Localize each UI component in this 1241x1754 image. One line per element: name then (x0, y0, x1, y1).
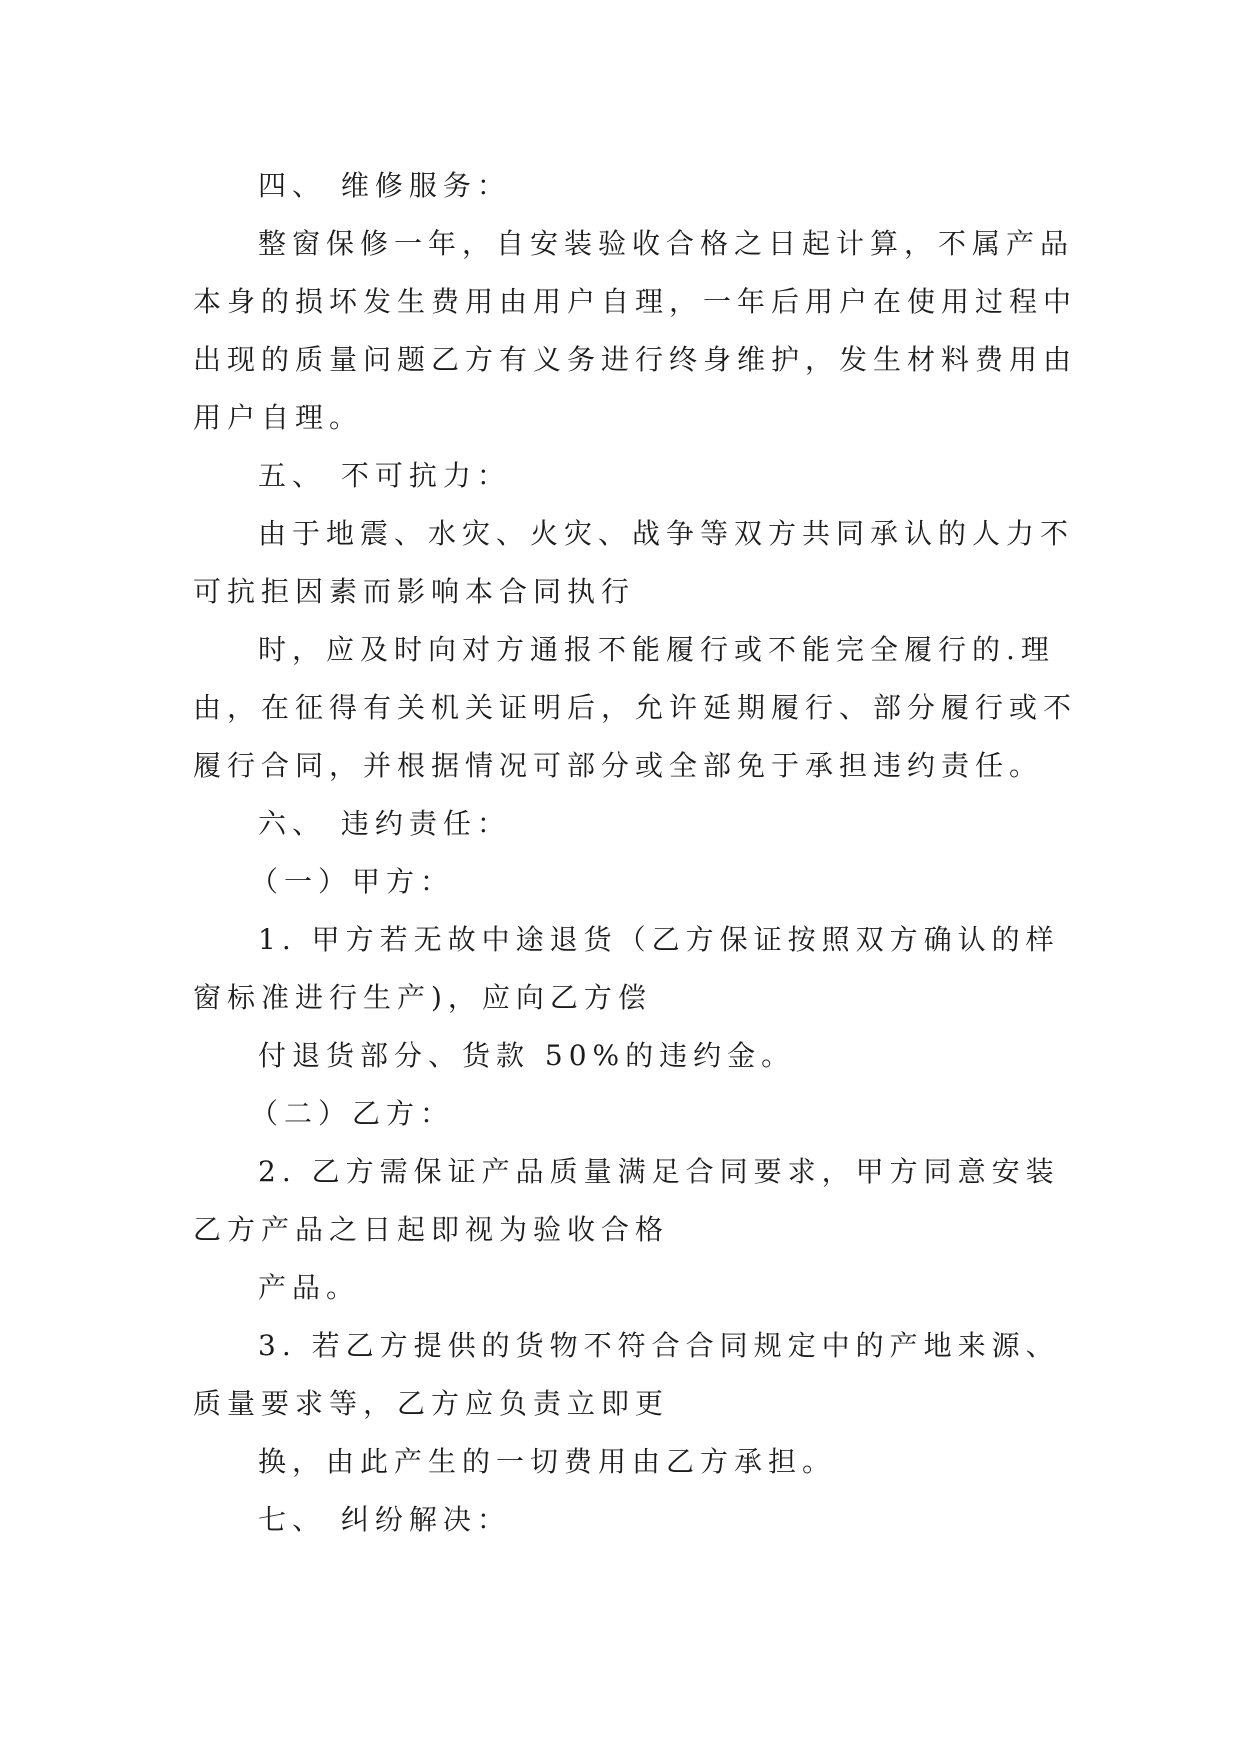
paragraph-line: 2. 乙方需保证产品质量满足合同要求，甲方同意安装 (258, 1155, 1060, 1188)
paragraph-line: 乙方产品之日起即视为验收合格 (193, 1213, 670, 1246)
section-heading-dispute: 七、 纠纷解决： (258, 1503, 511, 1536)
paragraph-line: 换，由此产生的一切费用由乙方承担。 (258, 1445, 837, 1478)
subsection-heading-party-a: （一）甲方： (250, 865, 455, 898)
section-heading-maintenance: 四、 维修服务： (258, 169, 511, 202)
paragraph-line: 时，应及时向对方通报不能履行或不能完全履行的.理 (258, 633, 1055, 666)
paragraph-line: 产品。 (258, 1271, 361, 1304)
paragraph-line: 出现的质量问题乙方有义务进行终身维护，发生材料费用由 (193, 343, 1078, 376)
paragraph-line: 履行合同，并根据情况可部分或全部免于承担违约责任。 (193, 749, 1044, 782)
paragraph-line: 窗标准进行生产)，应向乙方偿 (193, 981, 652, 1014)
paragraph-line: 由，在征得有关机关证明后，允许延期履行、部分履行或不 (193, 691, 1078, 724)
paragraph-line: 由于地震、水灾、火灾、战争等双方共同承认的人力不 (258, 517, 1075, 550)
paragraph-line: 可抗拒因素而影响本合同执行 (193, 575, 636, 608)
paragraph-line: 整窗保修一年，自安装验收合格之日起计算，不属产品 (258, 227, 1075, 260)
paragraph-line: 1. 甲方若无故中途退货（乙方保证按照双方确认的样 (258, 923, 1060, 956)
section-heading-force-majeure: 五、 不可抗力： (258, 459, 511, 492)
paragraph-line: 付退货部分、货款 50%的违约金。 (258, 1039, 796, 1072)
subsection-heading-party-b: （二）乙方： (250, 1097, 455, 1130)
paragraph-line: 用户自理。 (193, 401, 364, 434)
section-heading-liability: 六、 违约责任： (258, 807, 511, 840)
paragraph-line: 3. 若乙方提供的货物不符合合同规定中的产地来源、 (258, 1329, 1060, 1362)
paragraph-line: 质量要求等，乙方应负责立即更 (193, 1387, 670, 1420)
paragraph-line: 本身的损坏发生费用由用户自理，一年后用户在使用过程中 (193, 285, 1078, 318)
